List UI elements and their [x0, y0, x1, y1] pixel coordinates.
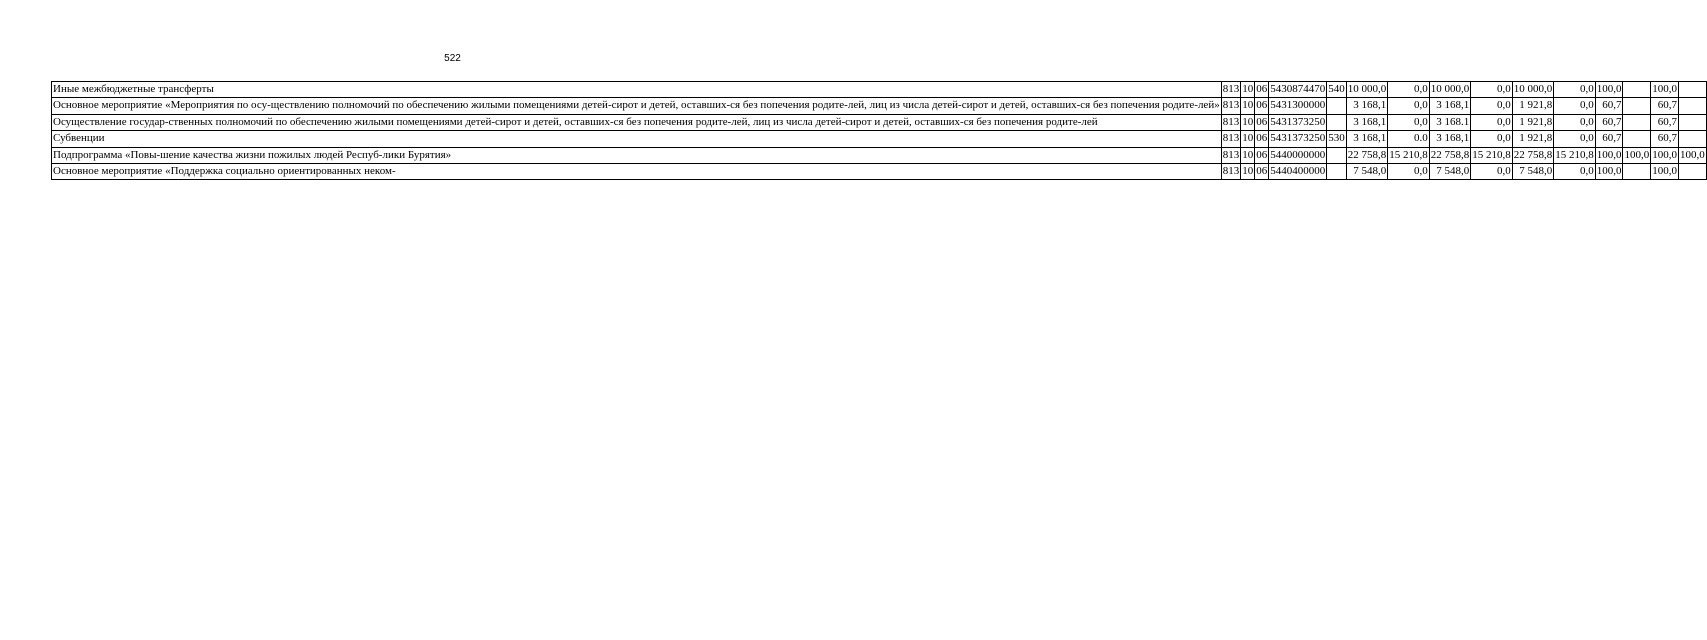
- value-5: 1 921,8: [1512, 131, 1554, 147]
- value-5: 22 758,8: [1512, 147, 1554, 163]
- value-2: 0,0: [1388, 164, 1430, 180]
- value-3: 7 548,0: [1429, 164, 1471, 180]
- pr-code: 06: [1255, 164, 1269, 180]
- table-body: [52, 82, 1707, 180]
- value-4: 0,0: [1471, 82, 1513, 98]
- percent-3: 60,7: [1651, 131, 1679, 147]
- value-6: 0,0: [1554, 164, 1596, 180]
- percent-3: 100,0: [1651, 82, 1679, 98]
- vr-code: 530: [1327, 131, 1347, 147]
- value-1: 3 168,1: [1346, 98, 1388, 114]
- percent-2: [1623, 131, 1651, 147]
- csr-code: 5431373250: [1269, 131, 1327, 147]
- rz-code: 10: [1241, 98, 1255, 114]
- pr-code: 06: [1255, 82, 1269, 98]
- rz-code: 10: [1241, 164, 1255, 180]
- percent-1: 100,0: [1595, 82, 1623, 98]
- percent-1: 60,7: [1595, 98, 1623, 114]
- rz-code: 10: [1241, 82, 1255, 98]
- gr-code: 813: [1221, 98, 1241, 114]
- percent-4: [1678, 164, 1706, 180]
- percent-1: 60,7: [1595, 131, 1623, 147]
- table-row: [52, 98, 1707, 114]
- vr-code: [1327, 164, 1347, 180]
- value-6: 15 210,8: [1554, 147, 1596, 163]
- value-1: 10 000,0: [1346, 82, 1388, 98]
- percent-2: [1623, 164, 1651, 180]
- csr-code: 5431373250: [1269, 114, 1327, 130]
- pr-code: 06: [1255, 131, 1269, 147]
- percent-2: [1623, 98, 1651, 114]
- row-name: Подпрограмма «Повы-шение качества жизни пожилых людей Респуб-лики Бурятия»: [52, 147, 1222, 163]
- row-name: Субвенции: [52, 131, 1222, 147]
- page-number: 522: [444, 53, 461, 64]
- value-3: 22 758,8: [1429, 147, 1471, 163]
- value-3: 3 168.1: [1429, 114, 1471, 130]
- row-name: Осуществление государ-ственных полномочий по обеспечению жилыми помещениями детей-сирот и детей, оставших-ся без попечения родите-лей, лиц из числа детей-сирот и детей, оставших-ся без попечения родите-лей: [52, 114, 1222, 130]
- value-5: 7 548,0: [1512, 164, 1554, 180]
- value-3: 3 168,1: [1429, 98, 1471, 114]
- value-4: 15 210,8: [1471, 147, 1513, 163]
- row-name: Основное мероприятие «Поддержка социально ориентированных неком-: [52, 164, 1222, 180]
- percent-4: [1678, 131, 1706, 147]
- percent-1: 100,0: [1595, 164, 1623, 180]
- value-3: 3 168,1: [1429, 131, 1471, 147]
- value-2: 0,0: [1388, 98, 1430, 114]
- value-5: 1 921,8: [1512, 114, 1554, 130]
- csr-code: 5440400000: [1269, 164, 1327, 180]
- percent-2: 100,0: [1623, 147, 1651, 163]
- value-3: 10 000,0: [1429, 82, 1471, 98]
- gr-code: 813: [1221, 82, 1241, 98]
- rz-code: 10: [1241, 147, 1255, 163]
- value-4: 0,0: [1471, 114, 1513, 130]
- percent-2: [1623, 114, 1651, 130]
- budget-table: [51, 81, 1707, 180]
- value-4: 0,0: [1471, 164, 1513, 180]
- percent-1: 100,0: [1595, 147, 1623, 163]
- vr-code: 540: [1327, 82, 1347, 98]
- pr-code: 06: [1255, 147, 1269, 163]
- vr-code: [1327, 114, 1347, 130]
- table-row: [52, 114, 1707, 130]
- percent-3: 100,0: [1651, 164, 1679, 180]
- vr-code: [1327, 147, 1347, 163]
- value-5: 1 921,8: [1512, 98, 1554, 114]
- percent-2: [1623, 82, 1651, 98]
- table-row: [52, 147, 1707, 163]
- value-6: 0,0: [1554, 98, 1596, 114]
- row-name: Основное мероприятие «Мероприятия по осу-ществлению полномочий по обеспечению жилыми помещениями детей-сирот и детей, оставших-ся без попечения родите-лей, лиц из числа детей-сирот и детей, оставших-ся без попечения родите-лей»: [52, 98, 1222, 114]
- value-6: 0,0: [1554, 114, 1596, 130]
- value-6: 0,0: [1554, 82, 1596, 98]
- percent-4: [1678, 98, 1706, 114]
- value-2: 0,0: [1388, 82, 1430, 98]
- value-6: 0,0: [1554, 131, 1596, 147]
- gr-code: 813: [1221, 147, 1241, 163]
- table-row: [52, 164, 1707, 180]
- csr-code: 5431300000: [1269, 98, 1327, 114]
- csr-code: 5430874470: [1269, 82, 1327, 98]
- value-1: 3 168,1: [1346, 114, 1388, 130]
- value-5: 10 000,0: [1512, 82, 1554, 98]
- percent-4: [1678, 82, 1706, 98]
- vr-code: [1327, 98, 1347, 114]
- gr-code: 813: [1221, 164, 1241, 180]
- value-2: 0,0: [1388, 114, 1430, 130]
- value-4: 0,0: [1471, 131, 1513, 147]
- value-4: 0,0: [1471, 98, 1513, 114]
- value-2: 15 210,8: [1388, 147, 1430, 163]
- percent-4: 100,0: [1678, 147, 1706, 163]
- gr-code: 813: [1221, 131, 1241, 147]
- gr-code: 813: [1221, 114, 1241, 130]
- row-name: Иные межбюджетные трансферты: [52, 82, 1222, 98]
- percent-3: 100,0: [1651, 147, 1679, 163]
- value-1: 7 548,0: [1346, 164, 1388, 180]
- value-1: 22 758,8: [1346, 147, 1388, 163]
- rz-code: 10: [1241, 114, 1255, 130]
- table-row: [52, 82, 1707, 98]
- percent-4: [1678, 114, 1706, 130]
- percent-1: 60,7: [1595, 114, 1623, 130]
- value-1: 3 168,1: [1346, 131, 1388, 147]
- pr-code: 06: [1255, 98, 1269, 114]
- value-2: 0.0: [1388, 131, 1430, 147]
- pr-code: 06: [1255, 114, 1269, 130]
- table-row: [52, 131, 1707, 147]
- rz-code: 10: [1241, 131, 1255, 147]
- percent-3: 60,7: [1651, 98, 1679, 114]
- csr-code: 5440000000: [1269, 147, 1327, 163]
- percent-3: 60,7: [1651, 114, 1679, 130]
